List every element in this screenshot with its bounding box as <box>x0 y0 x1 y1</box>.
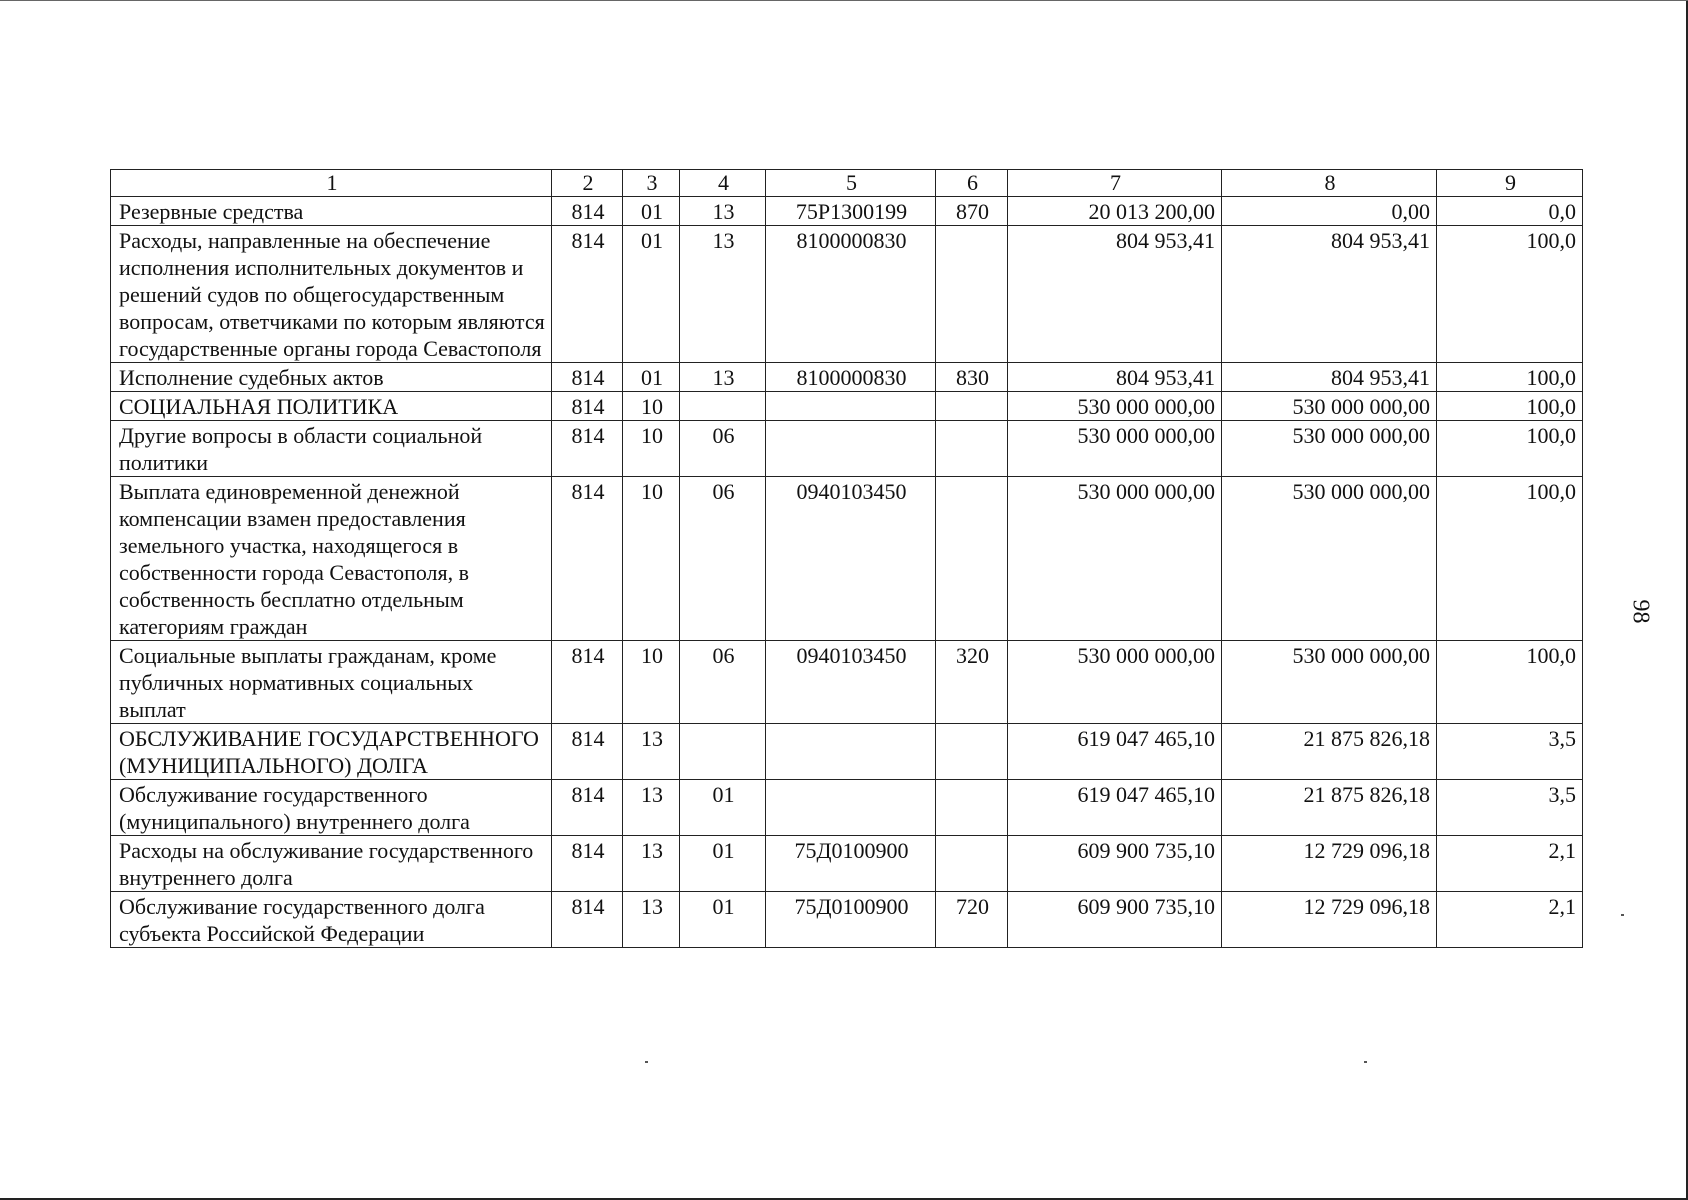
col-section-cell: 13 <box>623 892 680 948</box>
col-percent-cell: 100,0 <box>1437 392 1583 421</box>
col-target-article-cell: 0940103450 <box>766 477 936 641</box>
col-planned-cell: 619 047 465,10 <box>1008 724 1222 780</box>
col-executed-cell: 12 729 096,18 <box>1222 892 1437 948</box>
table-row <box>111 724 1583 780</box>
col-expense-type-cell: 320 <box>936 641 1008 724</box>
table-row <box>111 392 1583 421</box>
col-name-cell: СОЦИАЛЬНАЯ ПОЛИТИКА <box>111 392 552 421</box>
col-subsection-cell: 13 <box>680 226 766 363</box>
col-target-article-cell <box>766 421 936 477</box>
table-row <box>111 421 1583 477</box>
col-target-article-cell <box>766 392 936 421</box>
col-expense-type-cell <box>936 836 1008 892</box>
col-name-cell: Расходы, направленные на обеспечение исполнения исполнительных документов и решений судов по общегосударственным вопросам, ответчиками по которым являются государственные органы города Севастополя <box>111 226 552 363</box>
col-ved-cell: 814 <box>552 780 623 836</box>
col-planned-cell: 619 047 465,10 <box>1008 780 1222 836</box>
col-target-article-cell: 75Д0100900 <box>766 892 936 948</box>
col-target-article-cell <box>766 780 936 836</box>
table-row <box>111 641 1583 724</box>
scan-speck <box>1364 1061 1367 1063</box>
col-executed-cell: 21 875 826,18 <box>1222 724 1437 780</box>
header-cell-col-target-article: 5 <box>766 170 936 197</box>
col-ved-cell: 814 <box>552 641 623 724</box>
col-name-cell: Социальные выплаты гражданам, кроме публичных нормативных социальных выплат <box>111 641 552 724</box>
col-name-cell: Обслуживание государственного долга субъекта Российской Федерации <box>111 892 552 948</box>
col-section-cell: 13 <box>623 836 680 892</box>
col-ved-cell: 814 <box>552 892 623 948</box>
header-cell-col-executed: 8 <box>1222 170 1437 197</box>
col-target-article-cell: 75Д0100900 <box>766 836 936 892</box>
top-rule <box>0 0 1688 1</box>
col-executed-cell: 530 000 000,00 <box>1222 477 1437 641</box>
col-executed-cell: 804 953,41 <box>1222 363 1437 392</box>
col-percent-cell: 100,0 <box>1437 363 1583 392</box>
col-planned-cell: 804 953,41 <box>1008 363 1222 392</box>
col-executed-cell: 530 000 000,00 <box>1222 392 1437 421</box>
col-subsection-cell: 06 <box>680 641 766 724</box>
col-expense-type-cell <box>936 421 1008 477</box>
col-executed-cell: 530 000 000,00 <box>1222 641 1437 724</box>
col-section-cell: 01 <box>623 363 680 392</box>
col-ved-cell: 814 <box>552 197 623 226</box>
col-executed-cell: 0,00 <box>1222 197 1437 226</box>
header-cell-col-name: 1 <box>111 170 552 197</box>
col-ved-cell: 814 <box>552 477 623 641</box>
col-target-article-cell: 0940103450 <box>766 641 936 724</box>
col-name-cell: Расходы на обслуживание государственного внутреннего долга <box>111 836 552 892</box>
col-target-article-cell: 75Р1300199 <box>766 197 936 226</box>
col-name-cell: Другие вопросы в области социальной политики <box>111 421 552 477</box>
col-expense-type-cell <box>936 477 1008 641</box>
table-row <box>111 836 1583 892</box>
header-cell-col-subsection: 4 <box>680 170 766 197</box>
col-expense-type-cell: 830 <box>936 363 1008 392</box>
col-section-cell: 13 <box>623 724 680 780</box>
col-executed-cell: 530 000 000,00 <box>1222 421 1437 477</box>
col-subsection-cell: 01 <box>680 836 766 892</box>
col-name-cell: Выплата единовременной денежной компенсации взамен предоставления земельного участка, находящегося в собственности города Севастополя, в собственность бесплатно отдельным категориям граждан <box>111 477 552 641</box>
col-section-cell: 01 <box>623 226 680 363</box>
col-expense-type-cell <box>936 780 1008 836</box>
header-cell-col-expense-type: 6 <box>936 170 1008 197</box>
col-name-cell: Резервные средства <box>111 197 552 226</box>
col-subsection-cell <box>680 392 766 421</box>
col-planned-cell: 530 000 000,00 <box>1008 421 1222 477</box>
col-planned-cell: 609 900 735,10 <box>1008 892 1222 948</box>
col-section-cell: 10 <box>623 421 680 477</box>
col-target-article-cell <box>766 724 936 780</box>
col-section-cell: 10 <box>623 641 680 724</box>
col-planned-cell: 20 013 200,00 <box>1008 197 1222 226</box>
col-executed-cell: 804 953,41 <box>1222 226 1437 363</box>
header-cell-col-section: 3 <box>623 170 680 197</box>
col-executed-cell: 12 729 096,18 <box>1222 836 1437 892</box>
col-target-article-cell: 8100000830 <box>766 363 936 392</box>
header-cell-col-percent: 9 <box>1437 170 1583 197</box>
table-row <box>111 197 1583 226</box>
table-row <box>111 780 1583 836</box>
col-subsection-cell: 13 <box>680 197 766 226</box>
col-planned-cell: 530 000 000,00 <box>1008 641 1222 724</box>
col-percent-cell: 2,1 <box>1437 892 1583 948</box>
col-subsection-cell: 06 <box>680 421 766 477</box>
col-subsection-cell: 13 <box>680 363 766 392</box>
table-row <box>111 477 1583 641</box>
col-percent-cell: 100,0 <box>1437 421 1583 477</box>
col-section-cell: 01 <box>623 197 680 226</box>
table-header-row <box>111 170 1583 197</box>
col-planned-cell: 804 953,41 <box>1008 226 1222 363</box>
col-ved-cell: 814 <box>552 392 623 421</box>
col-section-cell: 10 <box>623 477 680 641</box>
budget-table <box>110 169 1583 948</box>
col-expense-type-cell <box>936 392 1008 421</box>
col-percent-cell: 100,0 <box>1437 226 1583 363</box>
col-planned-cell: 530 000 000,00 <box>1008 392 1222 421</box>
col-section-cell: 10 <box>623 392 680 421</box>
col-expense-type-cell: 870 <box>936 197 1008 226</box>
scan-speck <box>645 1061 648 1063</box>
col-percent-cell: 2,1 <box>1437 836 1583 892</box>
col-expense-type-cell: 720 <box>936 892 1008 948</box>
col-name-cell: Исполнение судебных актов <box>111 363 552 392</box>
col-percent-cell: 100,0 <box>1437 477 1583 641</box>
col-subsection-cell <box>680 724 766 780</box>
col-ved-cell: 814 <box>552 363 623 392</box>
table-row <box>111 363 1583 392</box>
col-percent-cell: 3,5 <box>1437 780 1583 836</box>
col-section-cell: 13 <box>623 780 680 836</box>
col-executed-cell: 21 875 826,18 <box>1222 780 1437 836</box>
table-row <box>111 226 1583 363</box>
col-subsection-cell: 01 <box>680 892 766 948</box>
col-name-cell: ОБСЛУЖИВАНИЕ ГОСУДАРСТВЕННОГО (МУНИЦИПАЛЬНОГО) ДОЛГА <box>111 724 552 780</box>
col-target-article-cell: 8100000830 <box>766 226 936 363</box>
table-row <box>111 892 1583 948</box>
col-ved-cell: 814 <box>552 421 623 477</box>
col-planned-cell: 530 000 000,00 <box>1008 477 1222 641</box>
page-number: 98 <box>1627 599 1654 624</box>
header-cell-col-planned: 7 <box>1008 170 1222 197</box>
header-cell-col-ved: 2 <box>552 170 623 197</box>
col-subsection-cell: 01 <box>680 780 766 836</box>
col-percent-cell: 0,0 <box>1437 197 1583 226</box>
scan-speck <box>1621 914 1624 916</box>
col-planned-cell: 609 900 735,10 <box>1008 836 1222 892</box>
col-subsection-cell: 06 <box>680 477 766 641</box>
col-percent-cell: 100,0 <box>1437 641 1583 724</box>
col-ved-cell: 814 <box>552 836 623 892</box>
col-ved-cell: 814 <box>552 226 623 363</box>
col-ved-cell: 814 <box>552 724 623 780</box>
col-name-cell: Обслуживание государственного (муниципального) внутреннего долга <box>111 780 552 836</box>
col-expense-type-cell <box>936 724 1008 780</box>
col-percent-cell: 3,5 <box>1437 724 1583 780</box>
col-expense-type-cell <box>936 226 1008 363</box>
